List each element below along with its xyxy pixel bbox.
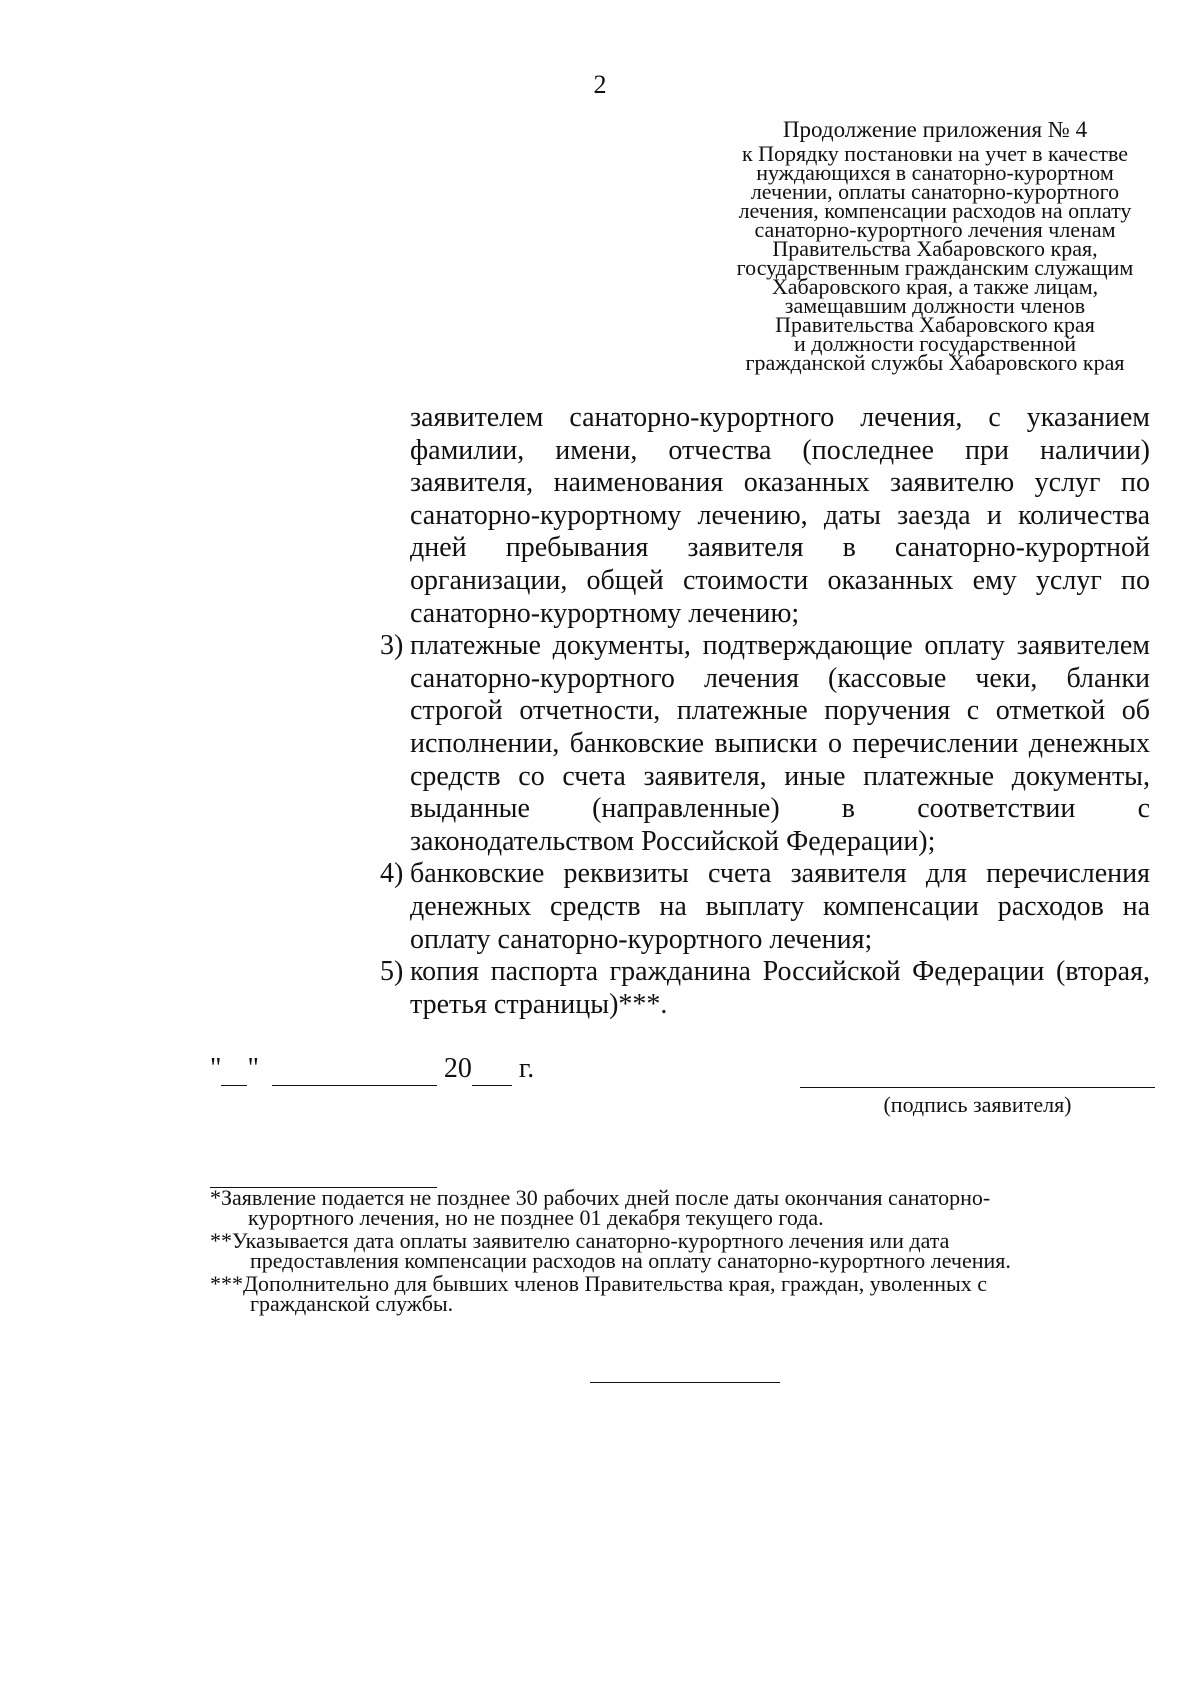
list-item-number: 4) xyxy=(380,858,404,890)
year-prefix: 20 xyxy=(443,1053,472,1084)
footnote xyxy=(210,1228,1157,1273)
footnote-marker: * xyxy=(210,1185,221,1210)
year-blank xyxy=(472,1053,512,1086)
day-blank xyxy=(221,1053,247,1086)
signature-caption: (подпись заявителя) xyxy=(883,1092,1072,1117)
appendix-subtitle: к Порядку постановки на учет в качестве нуждающихся в санаторно-курортном лечении, оплаты санаторно-курортного лечения, компенсации расходов на оплату санаторно-курортного лечения членам Правительства Хабаровского края, государственным гражданским служащим Хабаровского края, а также лицам, замещавшим должности членов Правительства Хабаровского края и должности государственной гражданской службы Хабаровского края xyxy=(736,141,1134,375)
footnote xyxy=(210,1185,1157,1230)
quote-close: " xyxy=(247,1053,259,1084)
footnotes xyxy=(210,1185,1157,1317)
document-body xyxy=(380,402,1150,1021)
footnote-text: Указывается дата оплаты заявителю санаторно-курортного лечения или дата xyxy=(232,1228,950,1253)
list-item-5 xyxy=(380,956,1150,1021)
list-item-text: копия паспорта гражданина Российской Федерации (вторая, третья страницы)***. xyxy=(410,956,1150,1020)
appendix-title: Продолжение приложения № 4 xyxy=(782,117,1088,142)
list-item-text: платежные документы, подтверждающие оплату заявителем санаторно-курортного лечения (кассовые чеки, бланки строгой отчетности, платежные поручения с отметкой об исполнении, банковские выписки о перечислении денежных средств со счета заявителя, иные платежные документы, выданные (направленные) в соответствии с законодательством Российской Федерации); xyxy=(410,630,1150,857)
footnote-marker: ** xyxy=(210,1228,232,1253)
footnote-text: Дополнительно для бывших членов Правительства края, граждан, уволенных с xyxy=(243,1271,988,1296)
list-item-number: 5) xyxy=(380,956,404,988)
list-item-text: банковские реквизиты счета заявителя для перечисления денежных средств на выплату компенсации расходов на оплату санаторно-курортного лечения; xyxy=(410,858,1150,955)
quote-open: " xyxy=(210,1053,222,1084)
list-item-4 xyxy=(380,858,1150,956)
year-suffix: г. xyxy=(518,1053,535,1084)
signature-line xyxy=(800,1087,1155,1088)
continuation-paragraph: заявителем санаторно-курортного лечения, с указанием фамилии, имени, отчества (последнее при наличии) заявителя, наименования оказанных заявителю услуг по санаторно-курортному лечению, даты заезда и количества дней пребывания заявителя в санаторно-курортной организации, общей стоимости оказанных ему услуг по санаторно-курортному лечению; xyxy=(410,402,1150,629)
appendix-heading xyxy=(700,117,1170,375)
footnote-marker: *** xyxy=(210,1271,243,1296)
footnote-text: Заявление подается не позднее 30 рабочих дней после даты окончания санаторно- xyxy=(221,1185,991,1210)
month-blank xyxy=(272,1053,437,1086)
footnote-text-continued: предоставления компенсации расходов на оплату санаторно-курортного лечения. xyxy=(250,1247,1011,1273)
list-item-3 xyxy=(380,630,1150,858)
footnote-text-continued: курортного лечения, но не позднее 01 декабря текущего года. xyxy=(248,1204,824,1230)
list-item-number: 3) xyxy=(380,630,404,662)
footnote xyxy=(210,1271,1157,1316)
footnote-text-continued: гражданской службы. xyxy=(250,1290,454,1316)
date-field xyxy=(210,1053,534,1086)
page-number: 2 xyxy=(593,70,607,99)
end-of-document-rule xyxy=(590,1382,780,1383)
